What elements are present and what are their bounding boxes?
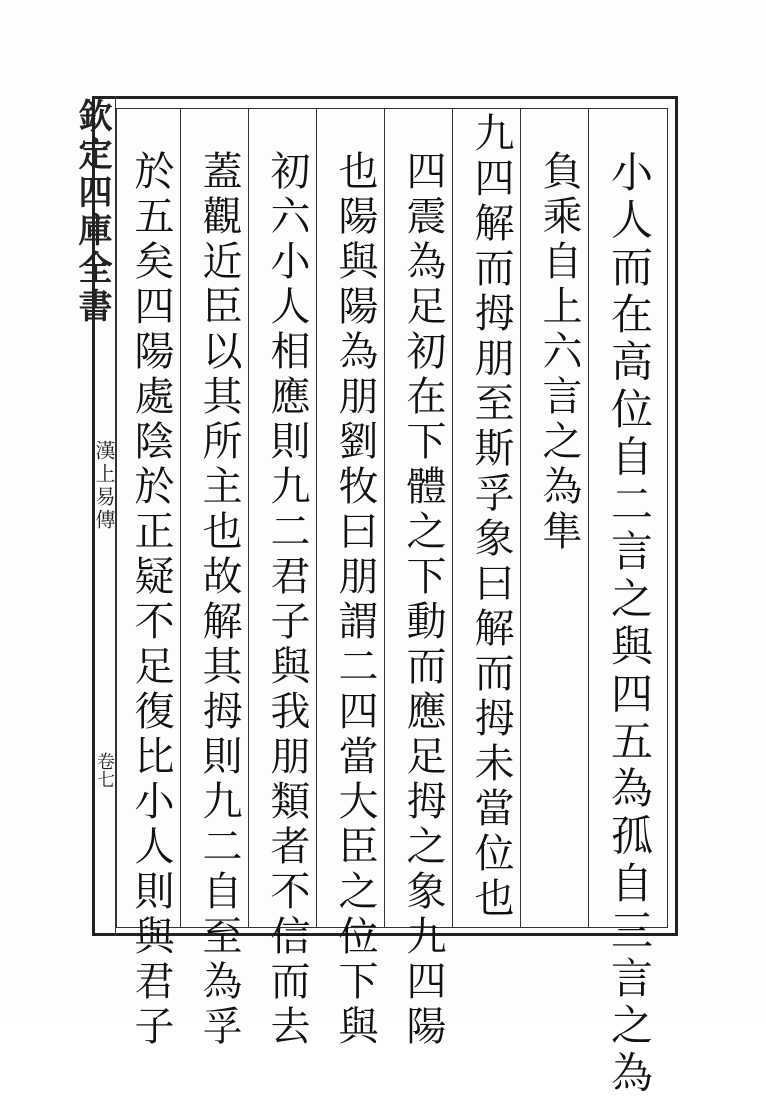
text-column-6: 初六小人相應則九二君子與我朋類者不信而去	[264, 150, 310, 1050]
text-column-2: 負乘自上六言之為隼	[536, 150, 582, 555]
text-column-4: 四震為足初在下體之下動而應足拇之象九四陽	[400, 150, 446, 1050]
text-column-7: 蓋觀近臣以其所主也故解其拇則九二自至為孚	[196, 150, 242, 1050]
chapter-number: 卷七	[94, 752, 115, 788]
volume-title: 漢上易傳	[92, 440, 116, 532]
text-column-8: 於五矣四陽處陰於正疑不足復比小人則與君子	[128, 150, 174, 1050]
text-column-1: 小人而在高位自二言之與四五為孤自三言之為	[605, 150, 654, 1098]
text-column-5: 也陽與陽為朋劉牧曰朋謂二四當大臣之位下與	[332, 150, 378, 1050]
book-title: 欽定四庫全書	[72, 98, 112, 326]
text-column-3: 九四解而拇朋至斯孚象曰解而拇未當位也	[468, 112, 514, 922]
